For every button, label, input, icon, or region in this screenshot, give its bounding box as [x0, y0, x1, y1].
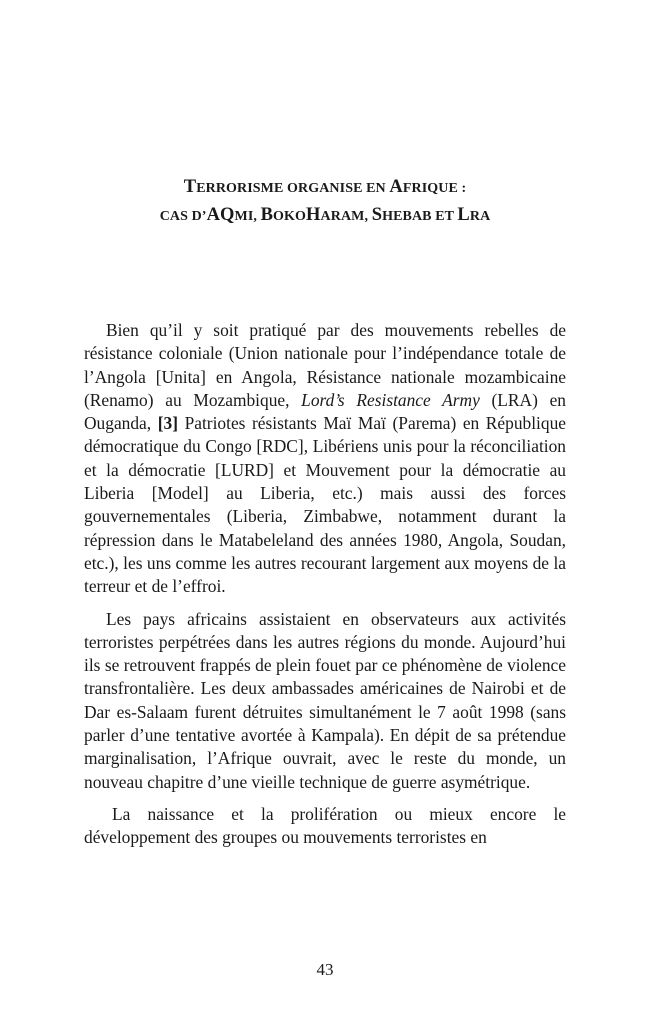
- italic-text: Lord’s Resistance Army: [301, 389, 480, 410]
- paragraph-3: [84, 803, 566, 850]
- title-capital: A: [389, 177, 403, 197]
- title-capital: T: [183, 177, 197, 197]
- title-capital: AQ: [206, 205, 235, 225]
- paragraph-1: [84, 319, 566, 599]
- body-text: [84, 319, 566, 859]
- chapter-title-line-2: [60, 202, 590, 230]
- title-capital: L: [457, 205, 470, 225]
- title-small-caps: HEBAB ET: [382, 209, 458, 224]
- title-small-caps: OKO: [273, 209, 307, 224]
- text-run: La naissance et la prolifération ou mieux encore le développement des groupes ou mouvements terroristes en: [84, 803, 566, 848]
- title-capital: H: [306, 205, 321, 225]
- title-small-caps: CAS D’: [159, 209, 207, 224]
- text-run: Patriotes résistants Maï Maï (Parema) en République démocratique du Congo [RDC], Libériens unis pour la réconciliation et la démocratie [LURD] et Mouvement pour la démocratie au Liberia [Model] au Liberia, etc.) mais aussi des forces gouvernementales (Liberia, Zimbabwe, notamment durant la répression dans le Matabeleland des années 1980, Angola, Soudan, etc.), les uns comme les autres recourant largement aux moyens de la terreur et de l’effroi.: [84, 413, 566, 597]
- chapter-title: [60, 174, 590, 230]
- chapter-title-line-1: [60, 174, 590, 202]
- page-number: 43: [316, 960, 334, 979]
- bold-reference: [3]: [157, 413, 178, 434]
- title-small-caps: ARAM,: [320, 209, 372, 224]
- text-run: Bien qu’il y soit pratiqué par des mouvements rebelles de résistance coloniale (Union nationale pour l’indépendance totale de l’Angola [Unita] en Angola, Résistance nationale mozambicaine (Renamo) au Mozambique,: [84, 320, 566, 410]
- paragraph-2: [84, 608, 566, 794]
- title-capital: B: [260, 205, 274, 225]
- title-small-caps: MI,: [234, 209, 261, 224]
- title-capital: S: [371, 205, 383, 225]
- title-small-caps: RA: [469, 209, 491, 224]
- text-run: (LRA) en Ouganda,: [84, 389, 566, 434]
- text-run: Les pays africains assistaient en observateurs aux activités terroristes perpétrées dans les autres régions du monde. Aujourd’hui ils se retrouvent frappés de plein fouet par ce phénomène de violence transfrontalière. Les deux ambassades américaines de Nairobi et de Dar es-Salaam furent détruites simultanément le 7 août 1998 (sans parler d’une tentative avortée à Kampala). En dépit de sa prétendue marginalisation, l’Afrique ouvrait, avec le reste du monde, un nouveau chapitre d’une vieille technique de guerre asymétrique.: [84, 608, 566, 792]
- title-small-caps: FRIQUE :: [402, 181, 467, 196]
- title-small-caps: ERRORISME ORGANISE EN: [196, 181, 390, 196]
